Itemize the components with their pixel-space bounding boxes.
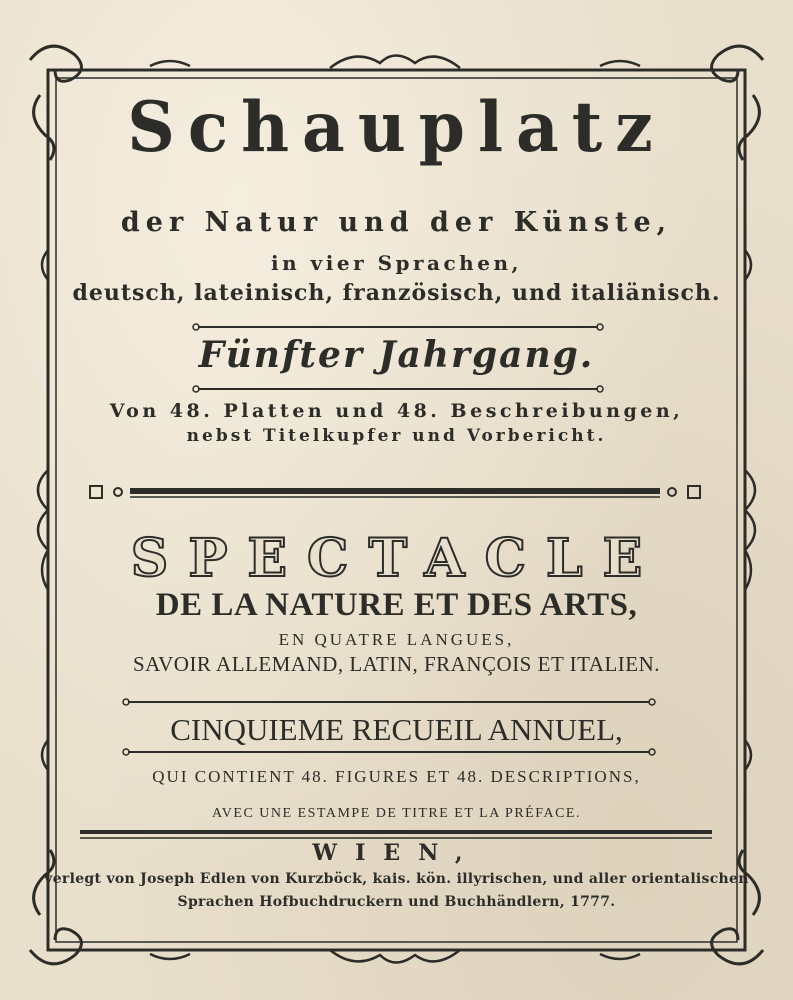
corner-ornaments: [30, 46, 763, 964]
french-subtitle-line-2: EN QUATRE LANGUES,: [278, 630, 515, 649]
imprint-city: WIEN,: [312, 840, 481, 866]
german-contents-line-1: Von 48. Platten und 48. Beschreibungen,: [109, 400, 684, 422]
german-title: Schauplatz: [127, 86, 666, 168]
german-subtitle-line-3: deutsch, lateinisch, französisch, und italiänisch.: [72, 280, 721, 306]
edge-ornaments: [38, 56, 755, 963]
imprint-line-1: verlegt von Joseph Edlen von Kurzböck, kais. kön. illyrischen, und aller orientalischen: [44, 871, 749, 887]
french-title: SPECTACLE: [130, 528, 663, 589]
french-contents-line-1: QUI CONTIENT 48. FIGURES ET 48. DESCRIPTIONS,: [152, 767, 641, 786]
german-subtitle-line-1: der Natur und der Künste,: [120, 207, 673, 238]
german-contents-line-2: nebst Titelkupfer und Vorbericht.: [186, 426, 607, 446]
german-subtitle-line-2: in vier Sprachen,: [271, 251, 522, 275]
imprint-line-2: Sprachen Hofbuchdruckern und Buchhändlern, 1777.: [177, 894, 616, 910]
french-subtitle-line-3: SAVOIR ALLEMAND, LATIN, FRANÇOIS ET ITALIEN.: [132, 652, 661, 676]
german-edition: Fünfter Jahrgang.: [198, 334, 595, 376]
french-edition: CINQUIEME RECUEIL ANNUEL,: [170, 712, 623, 747]
french-contents-line-2: AVEC UNE ESTAMPE DE TITRE ET LA PRÉFACE.: [212, 806, 581, 821]
french-subtitle-line-1: DE LA NATURE ET DES ARTS,: [155, 587, 638, 623]
